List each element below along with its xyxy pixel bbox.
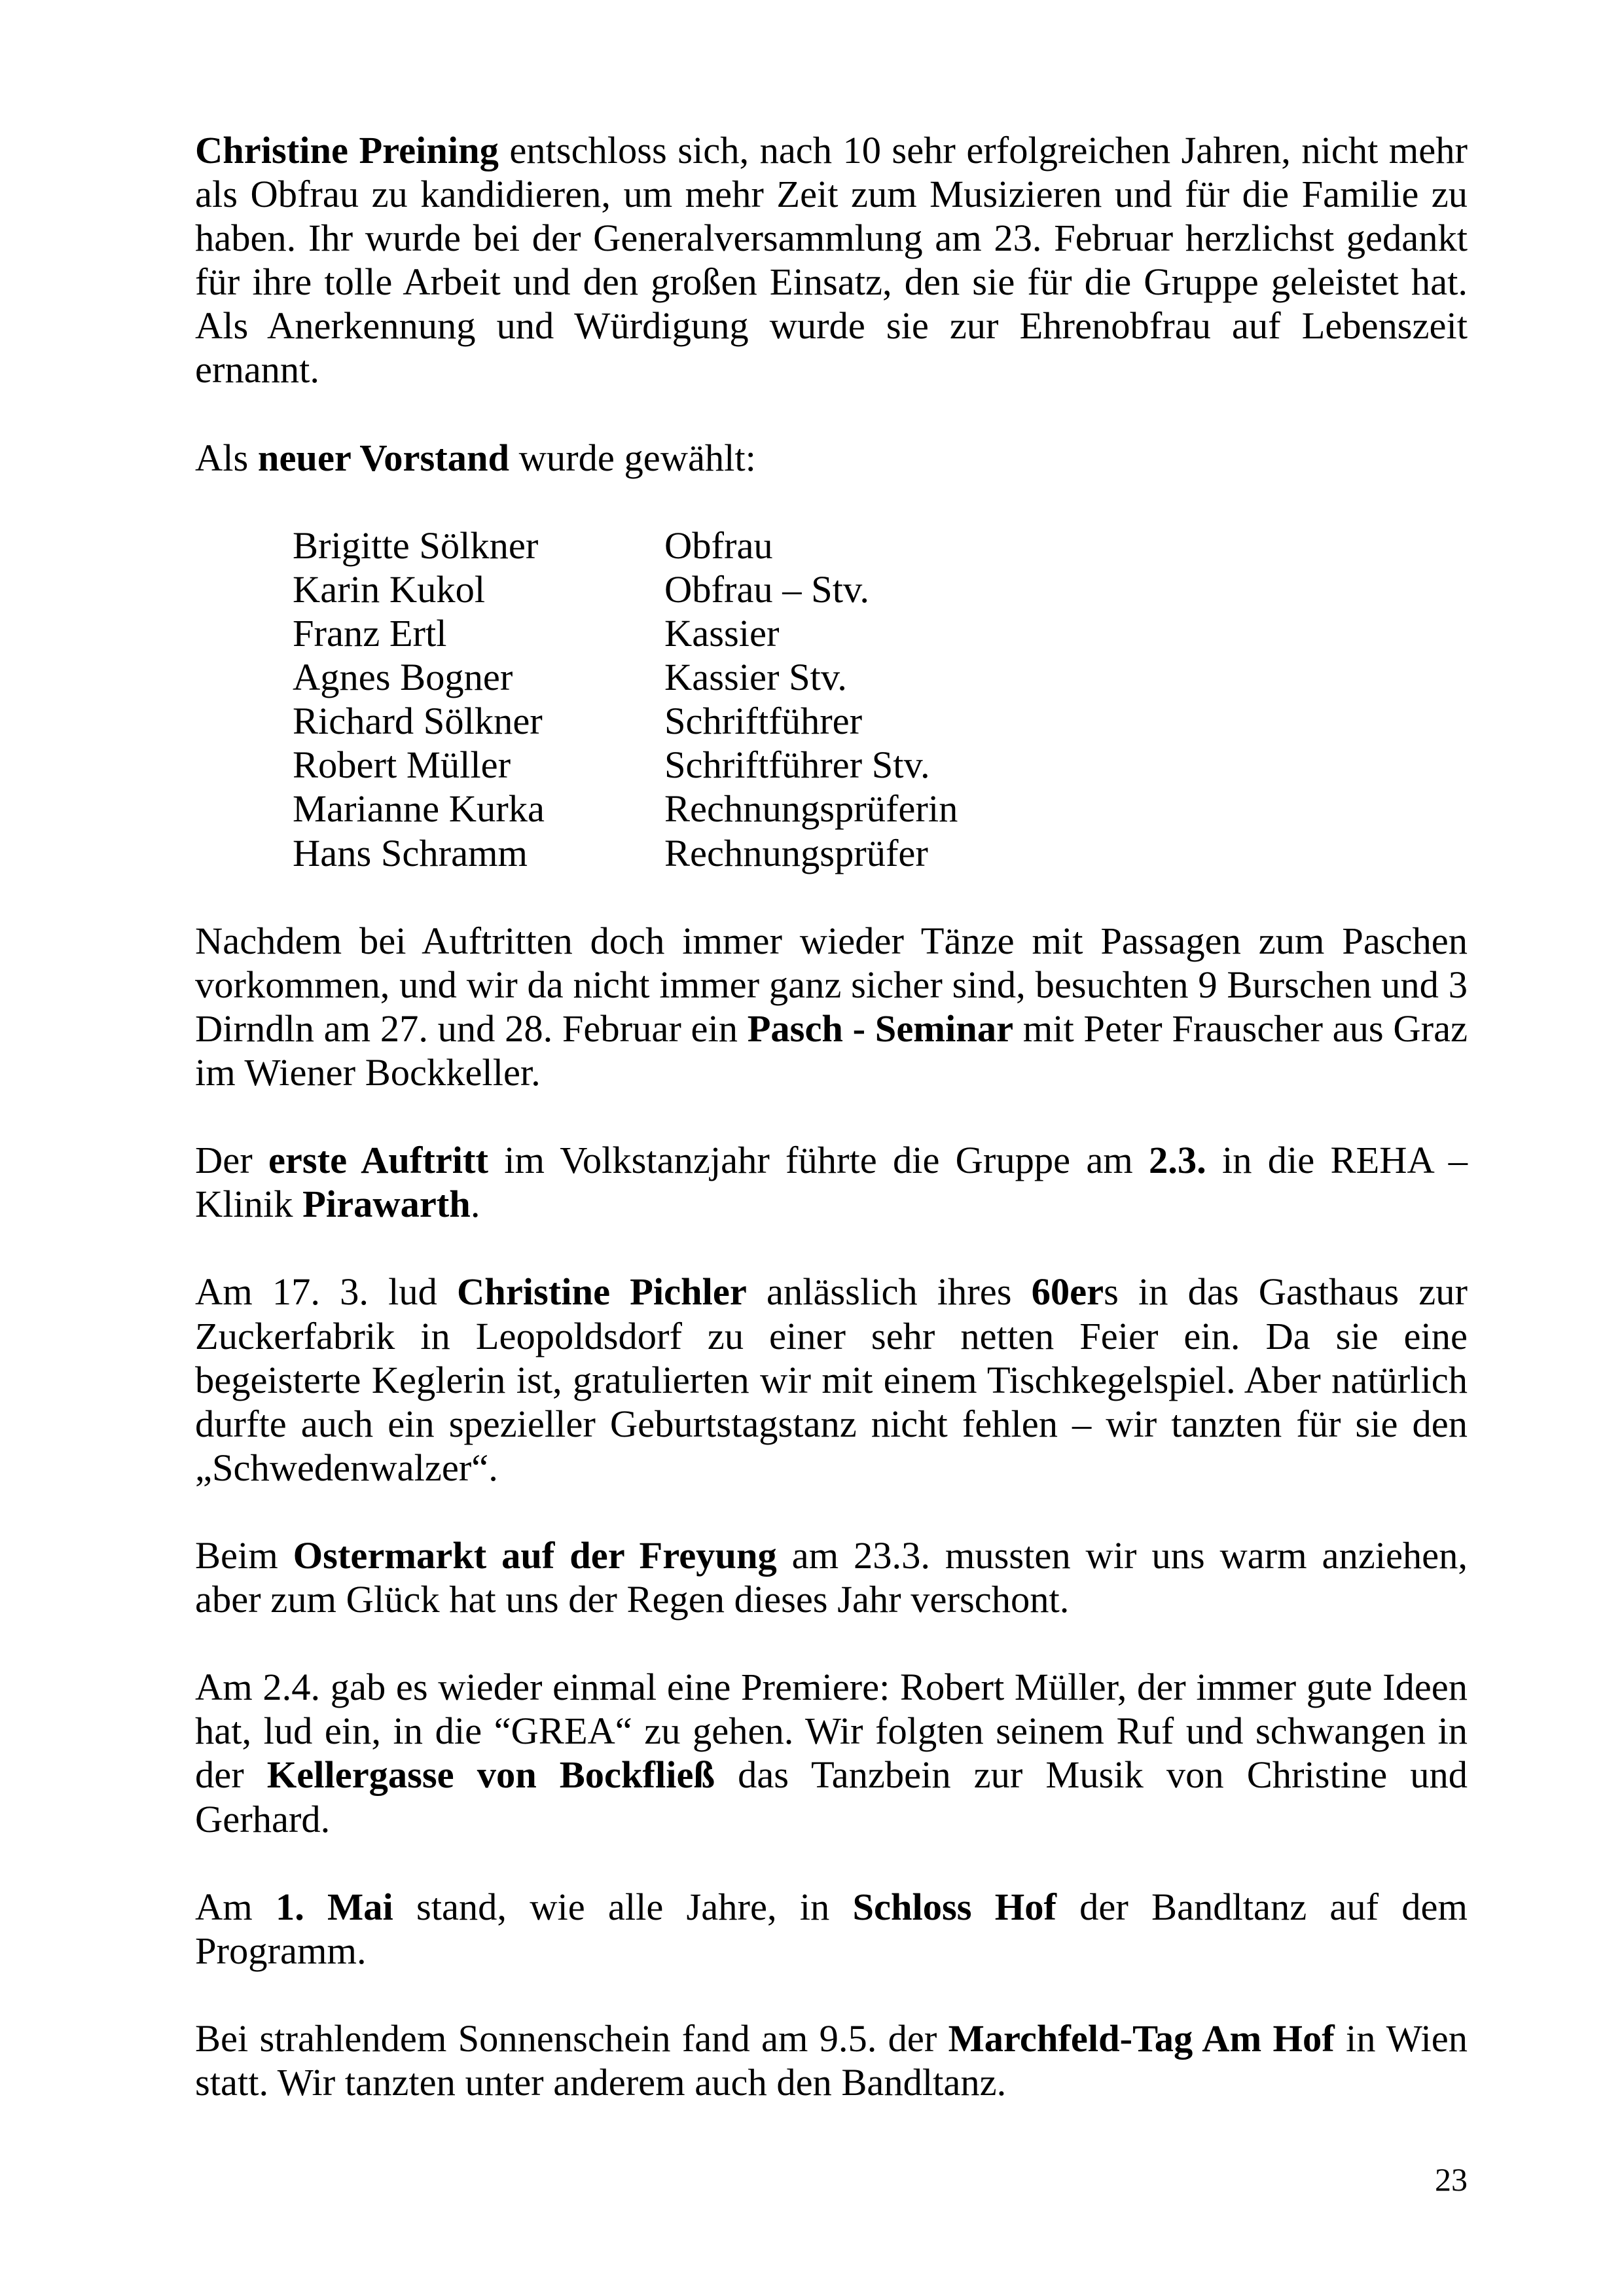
board-member-name: Franz Ertl	[293, 612, 447, 655]
text-run: in Wien statt. Wir tanzten unter anderem auch den Bandltanz.	[195, 2017, 1468, 2104]
text-run: Der	[195, 1139, 268, 1182]
paragraph-marchfeld-tag	[195, 2017, 1468, 2104]
bold-text-run: 2.3.	[1149, 1139, 1206, 1182]
text-run: Bei strahlendem Sonnenschein fand am 9.5. der	[195, 2017, 948, 2060]
board-member-role: Obfrau – Stv.	[664, 567, 870, 611]
text-run: anlässlich ihres	[746, 1270, 1032, 1314]
bold-text-run: Christine Pichler	[457, 1270, 747, 1314]
document-page	[195, 0, 1468, 2296]
board-list	[195, 524, 1468, 875]
board-member-name: Marianne Kurka	[293, 787, 545, 831]
bold-text-run: Ostermarkt auf der Freyung	[293, 1534, 777, 1577]
bold-text-run: Marchfeld-Tag Am Hof	[948, 2017, 1335, 2060]
text-run: Beim	[195, 1534, 293, 1577]
bold-text-run: neuer Vorstand	[257, 436, 510, 479]
board-member-name: Hans Schramm	[293, 831, 528, 874]
board-member-role: Obfrau	[664, 524, 773, 567]
bold-text-run: 60er	[1031, 1270, 1104, 1314]
board-member-name: Karin Kukol	[293, 567, 486, 611]
body-text	[195, 128, 1468, 2148]
text-run: Nachdem bei Auftritten doch immer wieder Tänze mit Passagen zum Paschen vorkommen, und wir da nicht immer ganz sicher sind, besuchten 9 Burschen und 3 Dirndln am 27. und 28. Februar ein	[195, 919, 1468, 1050]
board-member-role: Kassier Stv.	[664, 656, 847, 699]
paragraph-grea	[195, 1665, 1468, 1840]
bold-text-run: erste Auftritt	[268, 1139, 489, 1182]
text-run: in die REHA – Klinik	[195, 1139, 1468, 1226]
text-run: entschloss sich, nach 10 sehr erfolgreichen Jahren, nicht mehr als Obfrau zu kandidieren, um mehr Zeit zum Musizieren und für die Familie zu haben. Ihr wurde bei der Generalversammlung am 23. Februar herzlichst gedankt für ihre tolle Arbeit und den großen Einsatz, den sie für die Gruppe geleistet hat. Als Anerkennung und Würdigung wurde sie zur Ehrenobfrau auf Lebenszeit ernannt.	[195, 129, 1468, 391]
text-run: s in das Gasthaus zur Zuckerfabrik in Leopoldsdorf zu einer sehr netten Feier ein. Da sie eine begeisterte Keglerin ist, gratulierten wir mit einem Tischkegelspiel. Aber natürlich durfte auch ein spezieller Geburtstagstanz nicht fehlen – wir tanzten für sie den „Schwedenwalzer“.	[195, 1270, 1468, 1489]
bold-text-run: Pasch - Seminar	[747, 1007, 1014, 1050]
board-member-role: Kassier	[664, 612, 780, 655]
text-run: Am	[195, 1885, 276, 1928]
board-row	[293, 567, 1468, 611]
page-number: 23	[1435, 2161, 1468, 2198]
text-run: im Volkstanzjahr führte die Gruppe am	[488, 1139, 1149, 1182]
text-run: stand, wie alle Jahre, in	[393, 1885, 853, 1928]
text-run: wurde gewählt:	[509, 436, 756, 479]
board-member-name: Agnes Bogner	[293, 656, 513, 699]
text-run: Am 17. 3. lud	[195, 1270, 458, 1314]
bold-text-run: Pirawarth	[302, 1183, 471, 1226]
paragraph-erster-auftritt	[195, 1138, 1468, 1226]
board-row	[293, 655, 1468, 699]
bold-text-run: Christine Preining	[195, 129, 499, 171]
text-run: am 23.3. mussten wir uns warm anziehen, aber zum Glück hat uns der Regen dieses Jahr verschont.	[195, 1534, 1468, 1621]
board-row	[293, 743, 1468, 787]
paragraph-vorstand-intro	[195, 436, 1468, 480]
paragraph-pasch-seminar	[195, 919, 1468, 1094]
paragraph-preining	[195, 128, 1468, 392]
text-run: das Tanzbein zur Musik von Christine und Gerhard.	[195, 1753, 1468, 1840]
bold-text-run: Kellergasse von Bockfließ	[266, 1753, 715, 1797]
text-run: Als	[195, 436, 258, 479]
board-member-role: Rechnungsprüferin	[664, 787, 958, 831]
bold-text-run: Schloss Hof	[852, 1885, 1056, 1928]
board-member-name: Richard Sölkner	[293, 700, 543, 743]
board-member-role: Schriftführer Stv.	[664, 744, 930, 787]
board-row	[293, 611, 1468, 655]
text-run: der Bandltanz auf dem Programm.	[195, 1885, 1468, 1972]
board-row	[293, 699, 1468, 743]
bold-text-run: 1. Mai	[275, 1885, 393, 1928]
paragraph-pichler-60er	[195, 1270, 1468, 1489]
board-member-name: Robert Müller	[293, 744, 511, 787]
board-member-name: Brigitte Sölkner	[293, 524, 539, 567]
board-row	[293, 524, 1468, 567]
text-run: Am 2.4. gab es wieder einmal eine Premiere: Robert Müller, der immer gute Ideen hat, lud ein, in die “GREA“ zu gehen. Wir folgten seinem Ruf und schwangen in der	[195, 1666, 1468, 1797]
board-row	[293, 831, 1468, 875]
board-member-role: Schriftführer	[664, 700, 863, 743]
text-run: mit Peter Frauscher aus Graz im Wiener Bockkeller.	[195, 1007, 1468, 1094]
paragraph-ostermarkt	[195, 1534, 1468, 1621]
board-row	[293, 787, 1468, 831]
board-member-role: Rechnungsprüfer	[664, 831, 928, 874]
paragraph-schloss-hof	[195, 1885, 1468, 1973]
text-run: .	[470, 1183, 480, 1226]
